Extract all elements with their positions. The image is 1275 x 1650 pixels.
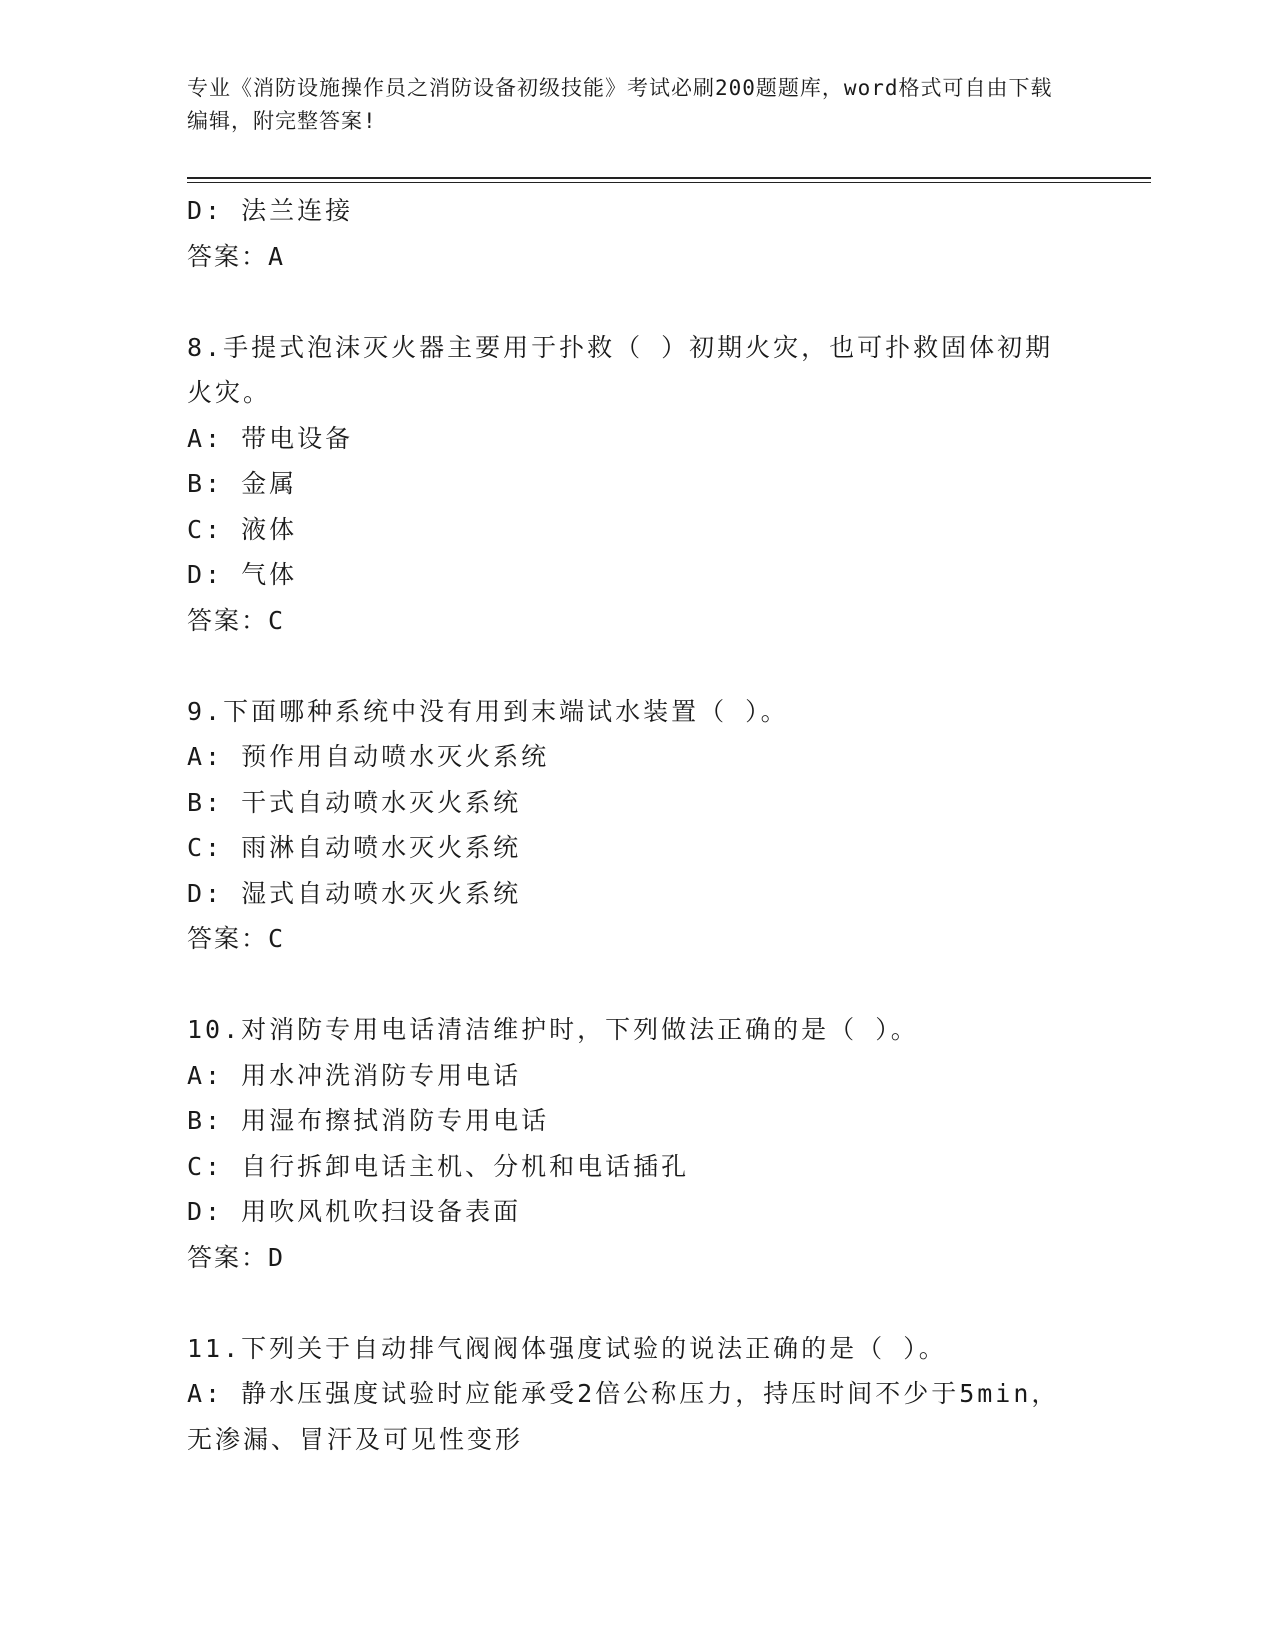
question-stem: 11.下列关于自动排气阀阀体强度试验的说法正确的是（ ）。 <box>187 1333 947 1363</box>
option-d: D: 气体 <box>187 560 298 589</box>
question-stem: 8.手提式泡沫灭火器主要用于扑救（ ）初期火灾，也可扑救固体初期火灾。 <box>187 332 1054 407</box>
option-c: C: 自行拆卸电话主机、分机和电话插孔 <box>187 1151 690 1181</box>
answer: 答案：C <box>187 924 286 953</box>
question-8 <box>187 325 1067 644</box>
option-c: C: 液体 <box>187 514 298 544</box>
option-b: B: 干式自动喷水灭火系统 <box>187 787 522 817</box>
question-9 <box>187 689 1067 962</box>
option-a: A: 用水冲洗消防专用电话 <box>187 1060 522 1090</box>
document-header <box>187 72 1067 138</box>
option-b: B: 金属 <box>187 469 298 498</box>
option-a: A: 预作用自动喷水灭火系统 <box>187 742 550 771</box>
answer: 答案：C <box>187 605 286 635</box>
option-b: B: 用湿布擦拭消防专用电话 <box>187 1106 550 1135</box>
question-10 <box>187 1007 1067 1280</box>
question-11 <box>187 1326 1067 1463</box>
option-d: D: 用吹风机吹扫设备表面 <box>187 1197 522 1226</box>
header-divider-thick <box>187 177 1151 179</box>
option-d: D: 湿式自动喷水灭火系统 <box>187 878 522 908</box>
option-a: A: 带电设备 <box>187 423 354 453</box>
answer: 答案：D <box>187 1242 286 1272</box>
option-d-previous: D: 法兰连接 <box>187 196 354 225</box>
option-c: C: 雨淋自动喷水灭火系统 <box>187 833 522 862</box>
question-stem: 10.对消防专用电话清洁维护时，下列做法正确的是（ ）。 <box>187 1015 919 1044</box>
question-content <box>187 188 1087 1462</box>
question-stem: 9.下面哪种系统中没有用到末端试水装置（ ）。 <box>187 696 789 726</box>
option-a: A: 静水压强度试验时应能承受2倍公称压力，持压时间不少于5min，无渗漏、冒汗及可见性变形 <box>187 1379 1060 1454</box>
header-text: 专业《消防设施操作员之消防设备初级技能》考试必刷200题题库，word格式可自由下载编辑，附完整答案! <box>187 76 1053 133</box>
answer-previous: 答案：A <box>187 241 286 271</box>
header-divider-thin <box>187 182 1151 183</box>
